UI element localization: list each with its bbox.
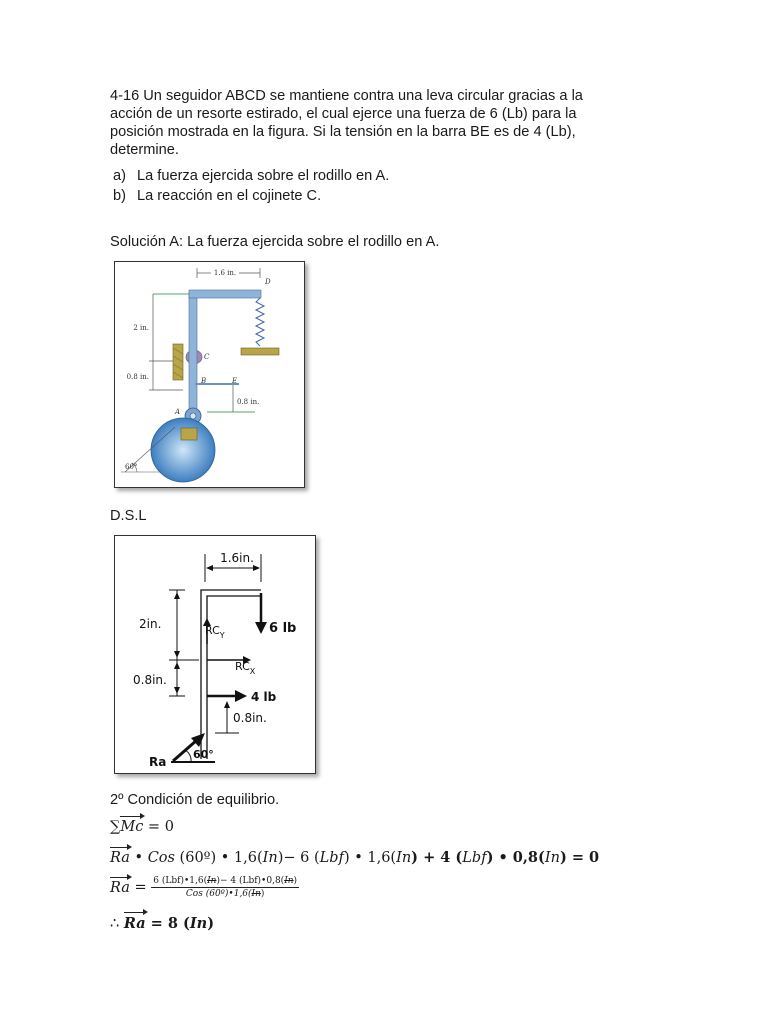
eq2-part3: )− 6 ( (277, 850, 320, 866)
eq2-in2: In (396, 850, 412, 866)
eq1-rest: = 0 (143, 819, 174, 835)
fig2-ra: Ra (149, 755, 167, 769)
eq2-part7: ) = 0 (559, 849, 600, 866)
fig1-point-d: D (265, 278, 271, 286)
eq2-in1: In (262, 850, 278, 866)
eq1-vec-mc: Mc (120, 819, 144, 835)
eq3-denominator (151, 888, 299, 899)
fig2-force-4lb: 4 lb (251, 690, 277, 704)
eq2-vec-ra: Ra (110, 850, 130, 866)
eq4-unit-open: ( (177, 915, 190, 932)
fig1-point-b: B (201, 377, 207, 385)
fig2-dim-2in: 2in. (139, 617, 162, 631)
eq3-equals: = (129, 879, 152, 896)
fig1-angle: 60° (125, 463, 138, 471)
question-a-label: a) (113, 168, 126, 184)
problem-line-2: acción de un resorte estirado, el cual ejerce una fuerza de 6 (Lb) para la (110, 106, 577, 122)
eq3-num-e: ) (293, 876, 298, 886)
eq2-part2: • 1,6( (220, 850, 263, 866)
fig1-dim-top: 1.6 in. (213, 269, 237, 277)
free-body-diagram-figure (114, 535, 316, 774)
fig2-angle: 60° (193, 748, 214, 761)
dsl-label: D.S.L (110, 508, 147, 524)
question-b (113, 187, 321, 205)
problem-line-3: posición mostrada en la figura. Si la tensión en la barra BE es de 4 (Lb), (110, 124, 576, 140)
eq4-vec-ra: Ra (123, 915, 146, 932)
fig1-dim-2in: 2 in. (133, 324, 149, 332)
eq1-sum: ∑ (110, 819, 121, 835)
question-b-label: b) (113, 188, 126, 204)
fig2-dim-top: 1.6in. (220, 551, 254, 565)
eq2-part6: ) • 0,8( (486, 849, 545, 866)
eq3-vec-ra: Ra (110, 879, 130, 896)
fig1-point-a: A (175, 408, 181, 416)
free-body-diagram (115, 536, 315, 773)
solution-heading: Solución A: La fuerza ejercida sobre el rodillo en A. (110, 234, 440, 250)
mechanism-drawing (115, 262, 304, 487)
eq3-num-b: In (207, 876, 217, 886)
eq4-unit: In (189, 915, 208, 932)
eq3-den-c: ) (260, 889, 265, 899)
eq4-unit-close: ) (207, 915, 215, 932)
eq4-value: 8 (167, 915, 178, 932)
mechanism-figure (114, 261, 305, 488)
eq4-equals: = (145, 915, 168, 932)
fig2-dim-08-right: 0.8in. (233, 711, 267, 725)
eq4-therefore: ∴ (110, 916, 124, 932)
fig1-point-e: E (232, 377, 238, 385)
eq3-num-a: 6 (Lbf)•1,6( (153, 876, 208, 886)
eq2-cos: Cos (147, 850, 175, 866)
eq3-num-d: In (284, 876, 294, 886)
eq2-lbf1: Lbf (319, 850, 344, 866)
equation-solve-ra (110, 876, 299, 899)
equilibrium-condition: 2º Condición de equilibrio. (110, 792, 280, 808)
fig2-dim-08-left: 0.8in. (133, 673, 167, 687)
question-b-text: La reacción en el cojinete C. (137, 188, 322, 204)
question-a-text: La fuerza ejercida sobre el rodillo en A. (137, 168, 390, 184)
fig2-rc-y (205, 624, 225, 640)
problem-line-4: determine. (110, 142, 179, 158)
eq3-numerator (151, 876, 299, 888)
fig2-force-6lb: 6 lb (269, 621, 297, 636)
fig2-rc-x (235, 660, 256, 676)
eq3-num-c: )− 4 (Lbf)•0,8( (216, 876, 285, 886)
problem-line-1: 4-16 Un seguidor ABCD se mantiene contra una leva circular gracias a la (110, 88, 583, 104)
eq3-den-a: Cos (60º)•1,6( (185, 889, 252, 899)
question-a (113, 167, 389, 185)
eq2-lbf2: Lbf (462, 850, 487, 866)
eq2-angle: (60º) (174, 850, 221, 866)
fig2-rc-x-sub: X (249, 667, 256, 676)
eq3-den-b: In (251, 889, 261, 899)
problem-statement (110, 87, 658, 159)
equation-result (110, 915, 214, 932)
fig1-dim-08-left: 0.8 in. (126, 373, 149, 381)
eq2-part1: • (129, 850, 148, 866)
eq3-fraction (151, 876, 299, 899)
fig2-rc-y-sub: Y (219, 631, 225, 640)
equation-sum-moments (110, 819, 174, 835)
fig2-rc-x-main: RC (235, 660, 250, 673)
fig1-point-c: C (204, 353, 210, 361)
eq2-part5: ) + 4 ( (411, 849, 463, 866)
eq2-part4: ) • 1,6( (343, 850, 397, 866)
fig1-dim-08-right: 0.8 in. (237, 398, 260, 406)
equation-moment-balance (110, 849, 599, 866)
eq2-in3: In (544, 850, 560, 866)
fig2-rc-y-main: RC (205, 624, 220, 637)
